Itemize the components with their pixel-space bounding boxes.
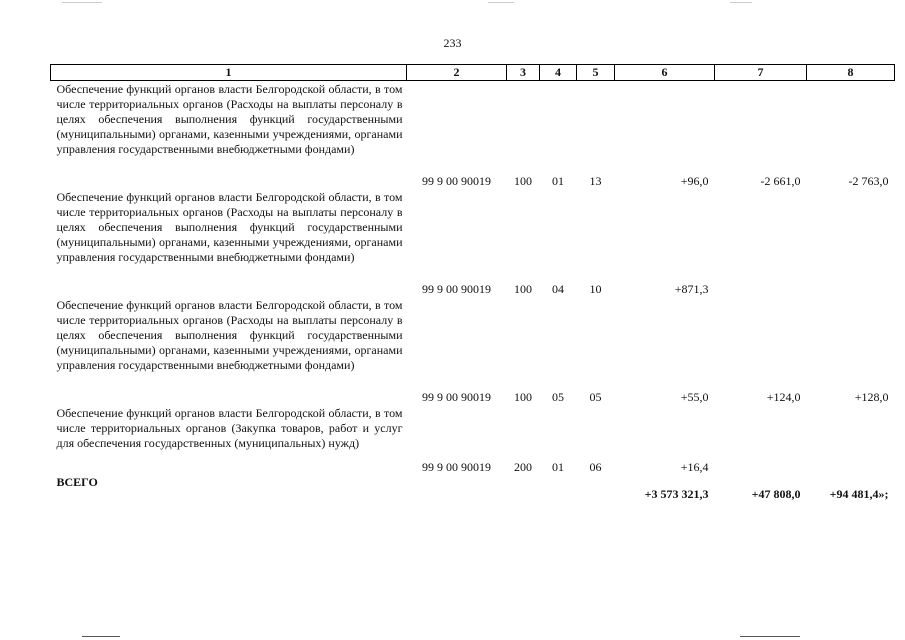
budget-table — [50, 64, 895, 502]
amount-col7 — [715, 189, 807, 297]
amount-col6: +96,0 — [680, 173, 709, 188]
amount-col6: +16,4 — [680, 459, 709, 474]
table-row — [51, 297, 895, 405]
total-row — [51, 475, 895, 502]
expense-type-code: 200 — [514, 459, 532, 474]
column-header: 1 — [51, 65, 407, 81]
subsection-code: 13 — [589, 173, 602, 188]
amount-col7: -2 661,0 — [760, 173, 801, 188]
column-header: 7 — [715, 65, 807, 81]
table-row — [51, 405, 895, 475]
target-article-code: 99 9 00 90019 — [422, 281, 491, 296]
row-description: Обеспечение функций органов власти Белгородской области, в том числе территориальных органов (Закупка товаров, работ и услуг для обеспечения государственных (муниципальных) нужд) — [56, 405, 403, 450]
column-header: 2 — [407, 65, 507, 81]
amount-col8: +128,0 — [854, 389, 889, 404]
scan-artifact — [82, 636, 120, 637]
amount-col8: -2 763,0 — [848, 173, 889, 188]
table-row — [51, 189, 895, 297]
section-code: 05 — [552, 389, 564, 404]
scan-artifact — [488, 2, 514, 3]
amount-col7 — [715, 405, 807, 475]
row-description: Обеспечение функций органов власти Белгородской области, в том числе территориальных органов (Расходы на выплаты персоналу в целях обеспечения выполнения функций государственными (муниципальными) органами, казенными учреждениями, органами управления государственными внебюджетными фондами) — [56, 82, 403, 156]
amount-col6: +871,3 — [674, 281, 709, 296]
amount-col8 — [807, 405, 895, 475]
subsection-code: 05 — [589, 389, 602, 404]
expense-type-code: 100 — [514, 389, 532, 404]
amount-col7: +124,0 — [766, 389, 801, 404]
column-header: 5 — [577, 65, 615, 81]
total-label: ВСЕГО — [56, 474, 98, 489]
total-col7: +47 808,0 — [751, 486, 801, 501]
expense-type-code: 100 — [514, 173, 532, 188]
scan-artifact — [730, 2, 752, 3]
total-col6: +3 573 321,3 — [644, 486, 709, 501]
column-header: 6 — [615, 65, 715, 81]
column-header: 8 — [807, 65, 895, 81]
target-article-code: 99 9 00 90019 — [422, 389, 491, 404]
target-article-code: 99 9 00 90019 — [422, 459, 491, 474]
section-code: 04 — [552, 281, 564, 296]
table-row — [51, 81, 895, 189]
target-article-code: 99 9 00 90019 — [422, 173, 491, 188]
section-code: 01 — [552, 459, 564, 474]
section-code: 01 — [552, 173, 564, 188]
amount-col6: +55,0 — [680, 389, 709, 404]
scan-artifact — [62, 2, 102, 3]
subsection-code: 10 — [589, 281, 602, 296]
row-description: Обеспечение функций органов власти Белгородской области, в том числе территориальных органов (Расходы на выплаты персоналу в целях обеспечения выполнения функций государственными (муниципальными) органами, казенными учреждениями, органами управления государственными внебюджетными фондами) — [56, 297, 403, 372]
row-description: Обеспечение функций органов власти Белгородской области, в том числе территориальных органов (Расходы на выплаты персоналу в целях обеспечения выполнения функций государственными (муниципальными) органами, казенными учреждениями, органами управления государственными внебюджетными фондами) — [56, 189, 403, 264]
scan-artifact — [740, 636, 800, 637]
column-header: 4 — [540, 65, 577, 81]
total-col8: +94 481,4»; — [829, 486, 889, 501]
expense-type-code: 100 — [514, 281, 532, 296]
amount-col8 — [807, 189, 895, 297]
column-header: 3 — [507, 65, 540, 81]
subsection-code: 06 — [589, 459, 602, 474]
table-header-row — [51, 65, 895, 81]
page-number: 233 — [443, 36, 462, 50]
